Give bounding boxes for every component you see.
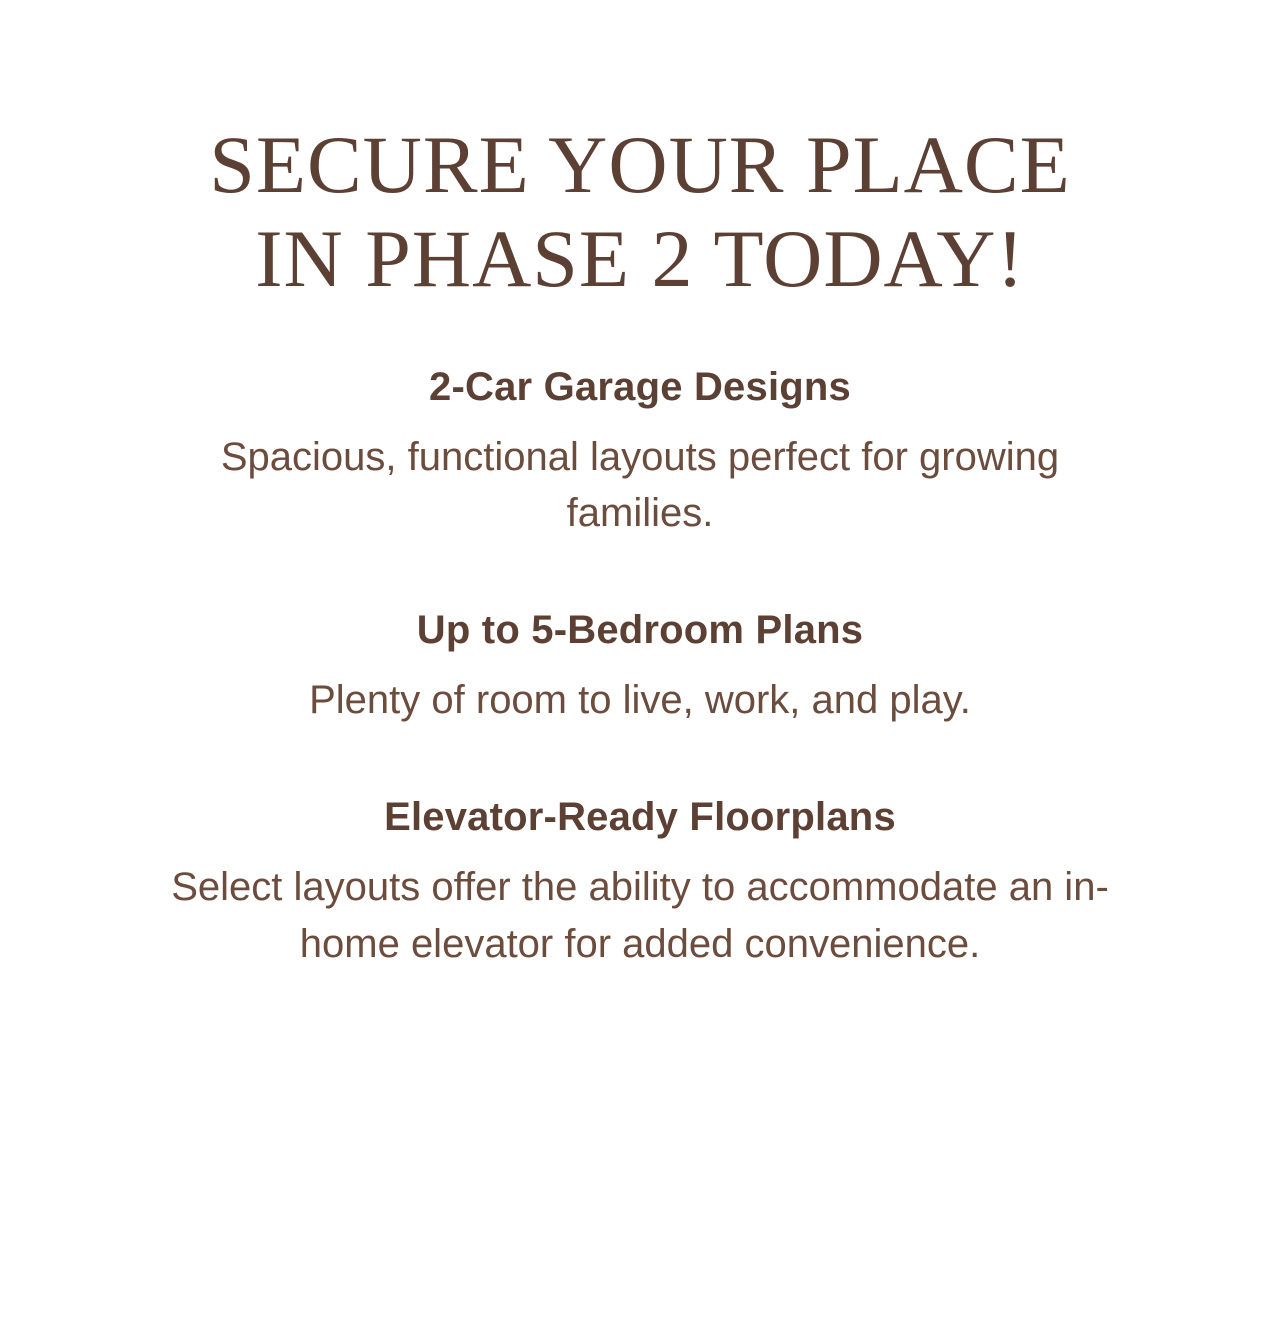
feature-description: Spacious, functional layouts perfect for growing families. <box>220 434 1060 536</box>
page-title <box>209 0 1070 307</box>
feature-list <box>140 363 1140 973</box>
feature-item-bedrooms <box>140 606 1140 729</box>
feature-description: Select layouts offer the ability to accommodate an in-home elevator for added convenience. <box>171 864 1109 966</box>
page-title-line-2: IN PHASE 2 TODAY! <box>255 213 1025 305</box>
page-title-line-1: SECURE YOUR PLACE <box>209 119 1071 210</box>
feature-description: Plenty of room to live, work, and play. <box>309 678 971 723</box>
feature-item-garage <box>140 363 1140 543</box>
feature-title: 2-Car Garage Designs <box>429 364 851 409</box>
feature-title: Elevator-Ready Floorplans <box>384 794 896 839</box>
feature-item-elevator <box>140 793 1140 973</box>
feature-title: Up to 5-Bedroom Plans <box>416 608 864 653</box>
